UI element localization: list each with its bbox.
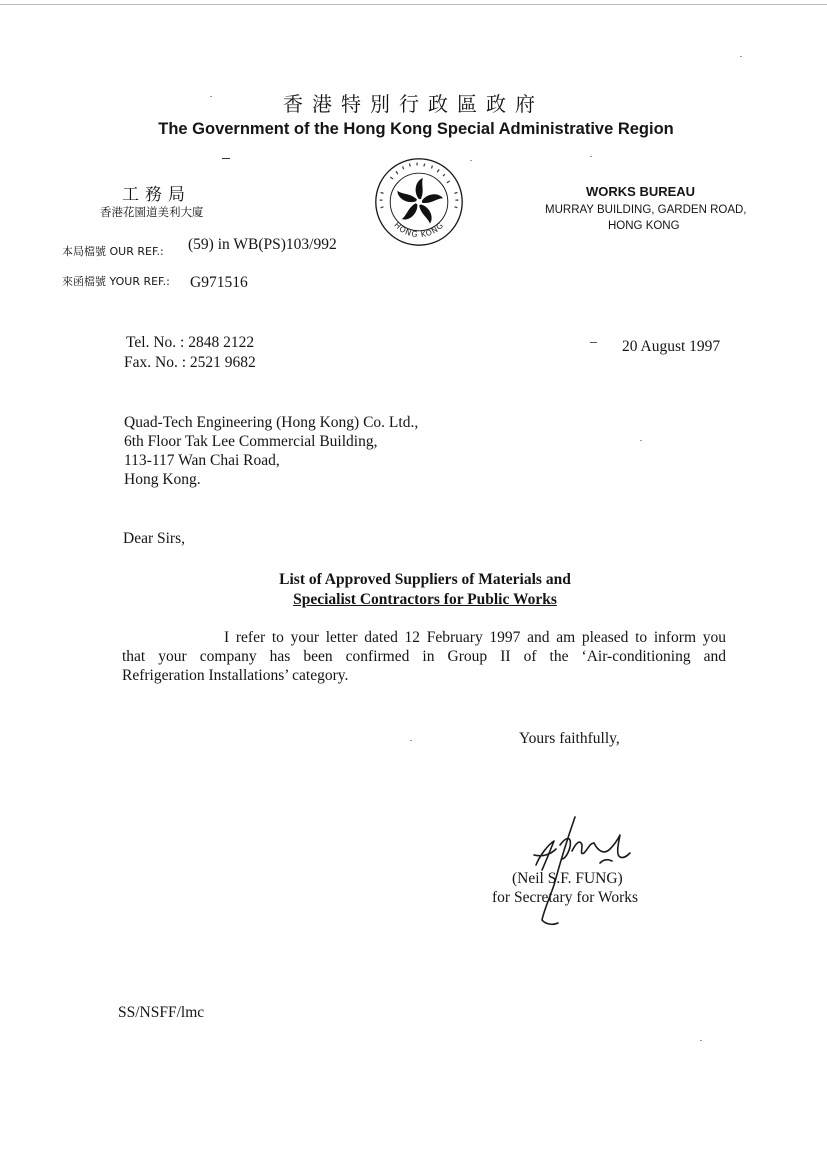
mark-dash (222, 158, 230, 159)
emblem-caption: HONG KONG (392, 220, 446, 240)
scan-speck (700, 1040, 702, 1041)
telephone-number: Tel. No. : 2848 2122 (126, 334, 255, 351)
fax-number: Fax. No. : 2521 9682 (124, 354, 256, 371)
hksar-emblem-icon (371, 154, 467, 250)
salutation: Dear Sirs, (123, 530, 185, 547)
our-ref-value: (59) in WB(PS)103/992 (188, 236, 337, 253)
scan-speck (410, 740, 412, 741)
top-border-line (0, 4, 827, 5)
scan-speck (210, 96, 212, 97)
government-title-english: The Government of the Hong Kong Special Administrative Region (158, 120, 674, 138)
body-line1: I refer to your letter dated 12 February 1997 and am pleased to inform you (224, 629, 726, 646)
scan-speck (640, 440, 642, 441)
your-ref-label: 來函檔號 YOUR REF.: (62, 275, 170, 288)
subject-line2: Specialist Contractors for Public Works (293, 591, 557, 608)
scan-speck (470, 160, 472, 161)
bureau-address-chinese: 香港花園道美利大廈 (100, 205, 204, 219)
letter-date: 20 August 1997 (622, 338, 721, 355)
date-mark (590, 342, 597, 343)
svg-text:HONG KONG (392, 220, 445, 239)
signatory-name: (Neil S.F. FUNG) (512, 870, 623, 887)
bureau-address-line2: HONG KONG (608, 220, 680, 232)
bureau-name-english: WORKS BUREAU (586, 184, 696, 199)
government-title-chinese: 香港特別行政區政府 (283, 92, 544, 116)
subject-line1: List of Approved Suppliers of Materials and (279, 571, 571, 588)
bureau-name-chinese: 工務局 (122, 185, 191, 205)
recipient-line1: Quad-Tech Engineering (Hong Kong) Co. Ltd., (124, 414, 419, 431)
our-ref-label: 本局檔號 OUR REF.: (62, 245, 164, 258)
signatory-title: for Secretary for Works (492, 889, 639, 906)
body-line3: Refrigeration Installations’ category. (122, 667, 349, 684)
scan-speck (740, 56, 742, 57)
body-line2: that your company has been confirmed in Group II of the ‘Air-conditioning and (122, 648, 726, 665)
your-ref-value: G971516 (190, 274, 248, 291)
closing: Yours faithfully, (519, 730, 620, 747)
reference-initials: SS/NSFF/lmc (118, 1004, 205, 1021)
recipient-line3: 113-117 Wan Chai Road, (124, 452, 280, 469)
bureau-address-line1: MURRAY BUILDING, GARDEN ROAD, (545, 204, 747, 216)
body-paragraph (122, 628, 726, 685)
scan-speck (590, 156, 592, 157)
recipient-line4: Hong Kong. (124, 471, 201, 488)
recipient-line2: 6th Floor Tak Lee Commercial Building, (124, 433, 378, 450)
